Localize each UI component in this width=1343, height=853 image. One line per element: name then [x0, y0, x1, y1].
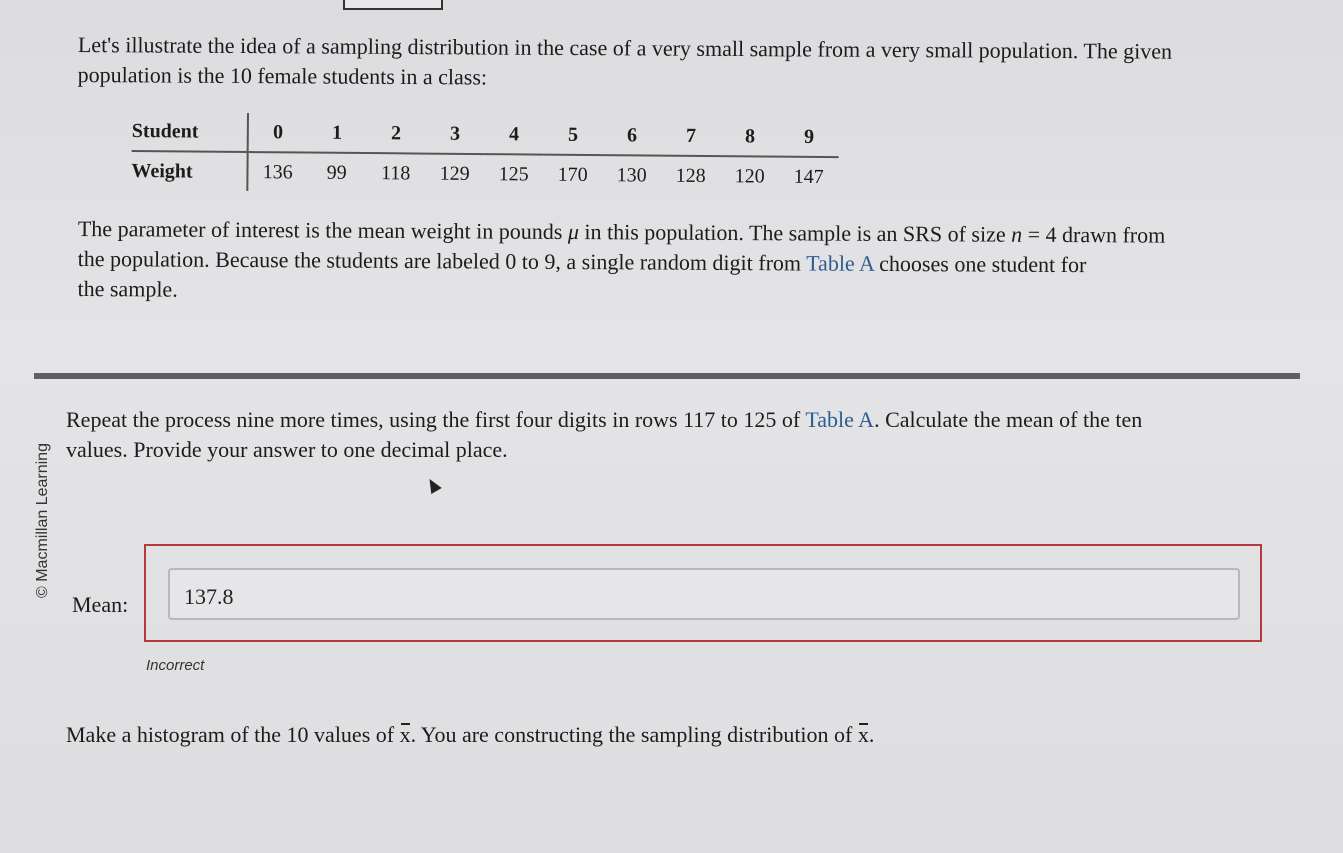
weight-cell: 125: [498, 162, 529, 185]
weight-cell: 120: [734, 164, 765, 188]
student-cell: 3: [425, 115, 484, 155]
weight-cell: 130: [616, 163, 647, 186]
table-a-link[interactable]: Table A: [806, 250, 874, 276]
student-cell: 1: [307, 114, 366, 154]
intro-text: [78, 30, 1278, 97]
top-edge-button[interactable]: [343, 0, 443, 10]
parameter-text-part: the sample.: [77, 275, 178, 302]
student-cell: 6: [602, 116, 661, 156]
student-cell: 5: [543, 116, 602, 156]
mean-label: Mean:: [72, 592, 129, 617]
weight-cell: 128: [675, 164, 706, 187]
weight-cell: 99: [326, 161, 347, 184]
parameter-text-part: chooses one student for: [873, 250, 1087, 278]
copyright-label: © Macmillan Learning: [34, 443, 51, 598]
student-cell: 2: [366, 114, 425, 154]
student-cell: 4: [484, 115, 543, 155]
question-text-part: values. Provide your answer to one decimal place.: [66, 437, 508, 462]
histogram-prompt-part: . You are constructing the sampling distribution of: [410, 722, 858, 747]
student-row: [132, 112, 839, 157]
weight-row: [131, 151, 838, 196]
mouse-cursor-icon: [424, 476, 441, 494]
parameter-text-part: in this population. The sample is an SRS of size: [578, 219, 1012, 247]
parameter-text-part: The parameter of interest is the mean weight in pounds: [77, 215, 568, 244]
intro-line-2: population is the 10 female students in a class:: [77, 61, 488, 90]
histogram-prompt: [66, 720, 1066, 750]
weight-cell: 170: [557, 163, 588, 186]
intro-line-1: Let's illustrate the idea of a sampling distribution in the case of a very small sample from a very small population. The given: [77, 31, 1173, 64]
weight-cell: 136: [247, 152, 307, 192]
student-cell: 8: [720, 117, 779, 157]
population-table: [131, 112, 838, 196]
weight-cell: 118: [380, 161, 411, 184]
student-cell: 9: [779, 118, 838, 158]
question-text: [66, 405, 1246, 465]
section-divider: [34, 373, 1300, 379]
weight-cell: 147: [793, 165, 824, 188]
student-cell: 7: [661, 117, 720, 157]
answer-box: [144, 544, 1262, 642]
weight-row-label: Weight: [131, 159, 193, 183]
weight-cell: 129: [439, 162, 470, 185]
histogram-prompt-part: Make a histogram of the 10 values of: [66, 722, 400, 747]
parameter-text-part: the population. Because the students are labeled 0 to 9, a single random digit from: [77, 245, 807, 276]
mu-symbol: μ: [567, 218, 579, 245]
parameter-text-part: = 4 drawn from: [1022, 221, 1166, 248]
mean-input[interactable]: 137.8: [168, 568, 1240, 620]
n-symbol: n: [1011, 221, 1023, 247]
student-cell: 0: [247, 113, 307, 153]
question-text-part: Repeat the process nine more times, using the first four digits in rows 117 to 125 of: [66, 407, 806, 432]
student-row-label: Student: [132, 112, 248, 152]
feedback-incorrect: Incorrect: [146, 657, 205, 674]
xbar-symbol: x: [400, 720, 411, 750]
xbar-symbol: x: [858, 720, 869, 750]
question-text-part: . Calculate the mean of the ten: [874, 407, 1143, 432]
table-a-link[interactable]: Table A: [805, 407, 875, 432]
histogram-prompt-part: .: [868, 722, 875, 747]
parameter-text: [77, 214, 1278, 311]
